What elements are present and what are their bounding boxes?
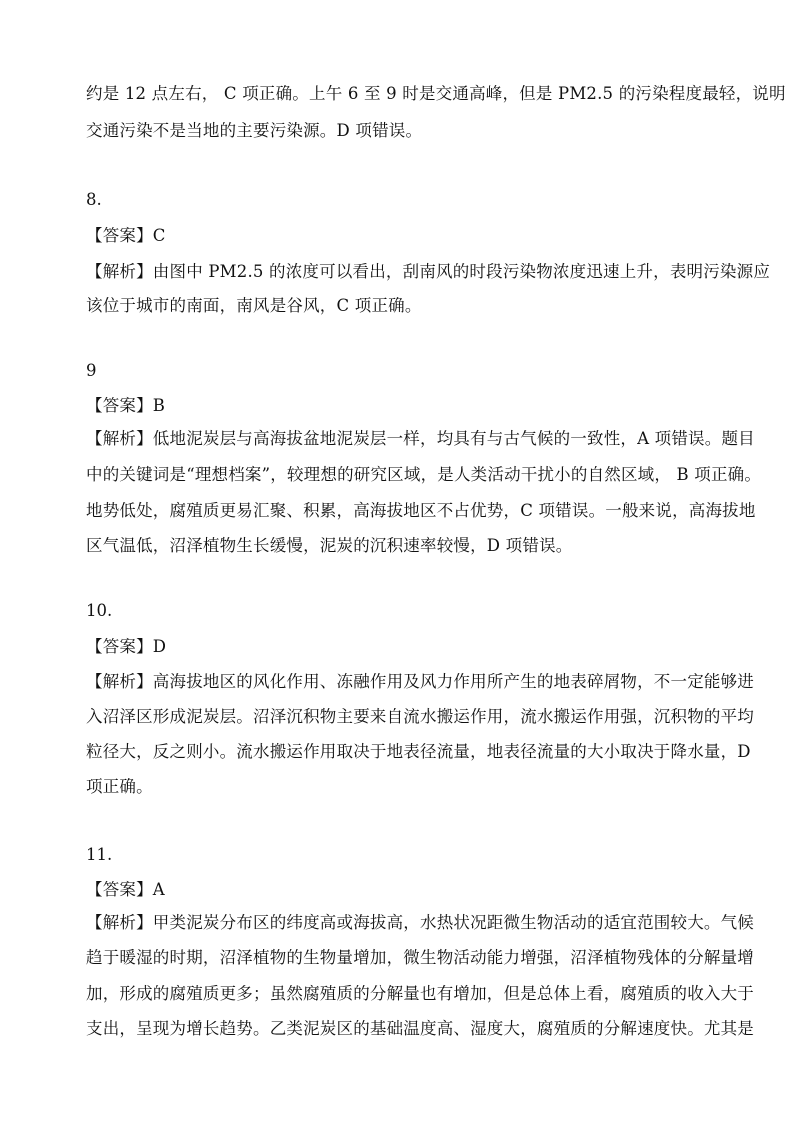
analysis-line: 地势低处，腐殖质更易汇聚、积累，高海拔地区不占优势，C 项错误。一般来说，高海拔地 (86, 501, 756, 520)
analysis-line: 支出，呈现为增长趋势。乙类泥炭区的基础温度高、湿度大，腐殖质的分解速度快。尤其是 (86, 1019, 754, 1038)
analysis-line: 【解析】由图中 PM2.5 的浓度可以看出，刮南风的时段污染物浓度迅速上升，表明污染源应 (86, 262, 771, 281)
question-number: 8. (86, 190, 102, 209)
analysis-line: 区气温低，沼泽植物生长缓慢，泥炭的沉积速率较慢，D 项错误。 (86, 536, 573, 555)
analysis-line: 该位于城市的南面，南风是谷风，C 项正确。 (86, 296, 422, 315)
analysis-line: 项正确。 (86, 777, 153, 796)
analysis-line: 【解析】高海拔地区的风化作用、冻融作用及风力作用所产生的地表碎屑物，不一定能够进 (86, 672, 754, 691)
analysis-line: 【解析】低地泥炭层与高海拔盆地泥炭层一样，均具有与古气候的一致性，A 项错误。题目 (86, 429, 755, 448)
answer-line: 【答案】C (86, 226, 166, 245)
question-number: 11. (86, 845, 113, 864)
paragraph-line: 交通污染不是当地的主要污染源。D 项错误。 (86, 121, 423, 140)
analysis-line: 入沼泽区形成泥炭层。沼泽沉积物主要来自流水搬运作用，流水搬运作用强，沉积物的平均 (86, 707, 754, 726)
answer-line: 【答案】D (86, 637, 167, 656)
analysis-line: 中的关键词是“理想档案”，较理想的研究区域，是人类活动干扰小的自然区域， B 项正确。 (86, 465, 762, 484)
answer-line: 【答案】B (86, 396, 166, 415)
question-number: 9 (86, 361, 97, 380)
analysis-line: 趋于暖湿的时期，沼泽植物的生物量增加，微生物活动能力增强，沼泽植物残体的分解量增 (86, 948, 754, 967)
analysis-line: 【解析】甲类泥炭分布区的纬度高或海拔高，水热状况距微生物活动的适宜范围较大。气候 (86, 913, 754, 932)
paragraph-line: 约是 12 点左右， C 项正确。上午 6 至 9 时是交通高峰，但是 PM2.5 的污染程度最轻，说明 (86, 84, 786, 103)
analysis-line: 加，形成的腐殖质更多；虽然腐殖质的分解量也有增加，但是总体上看，腐殖质的收入大于 (86, 984, 754, 1003)
question-number: 10. (86, 601, 113, 620)
answer-line: 【答案】A (86, 880, 165, 899)
analysis-line: 粒径大，反之则小。流水搬运作用取决于地表径流量，地表径流量的大小取决于降水量，D (86, 742, 751, 761)
